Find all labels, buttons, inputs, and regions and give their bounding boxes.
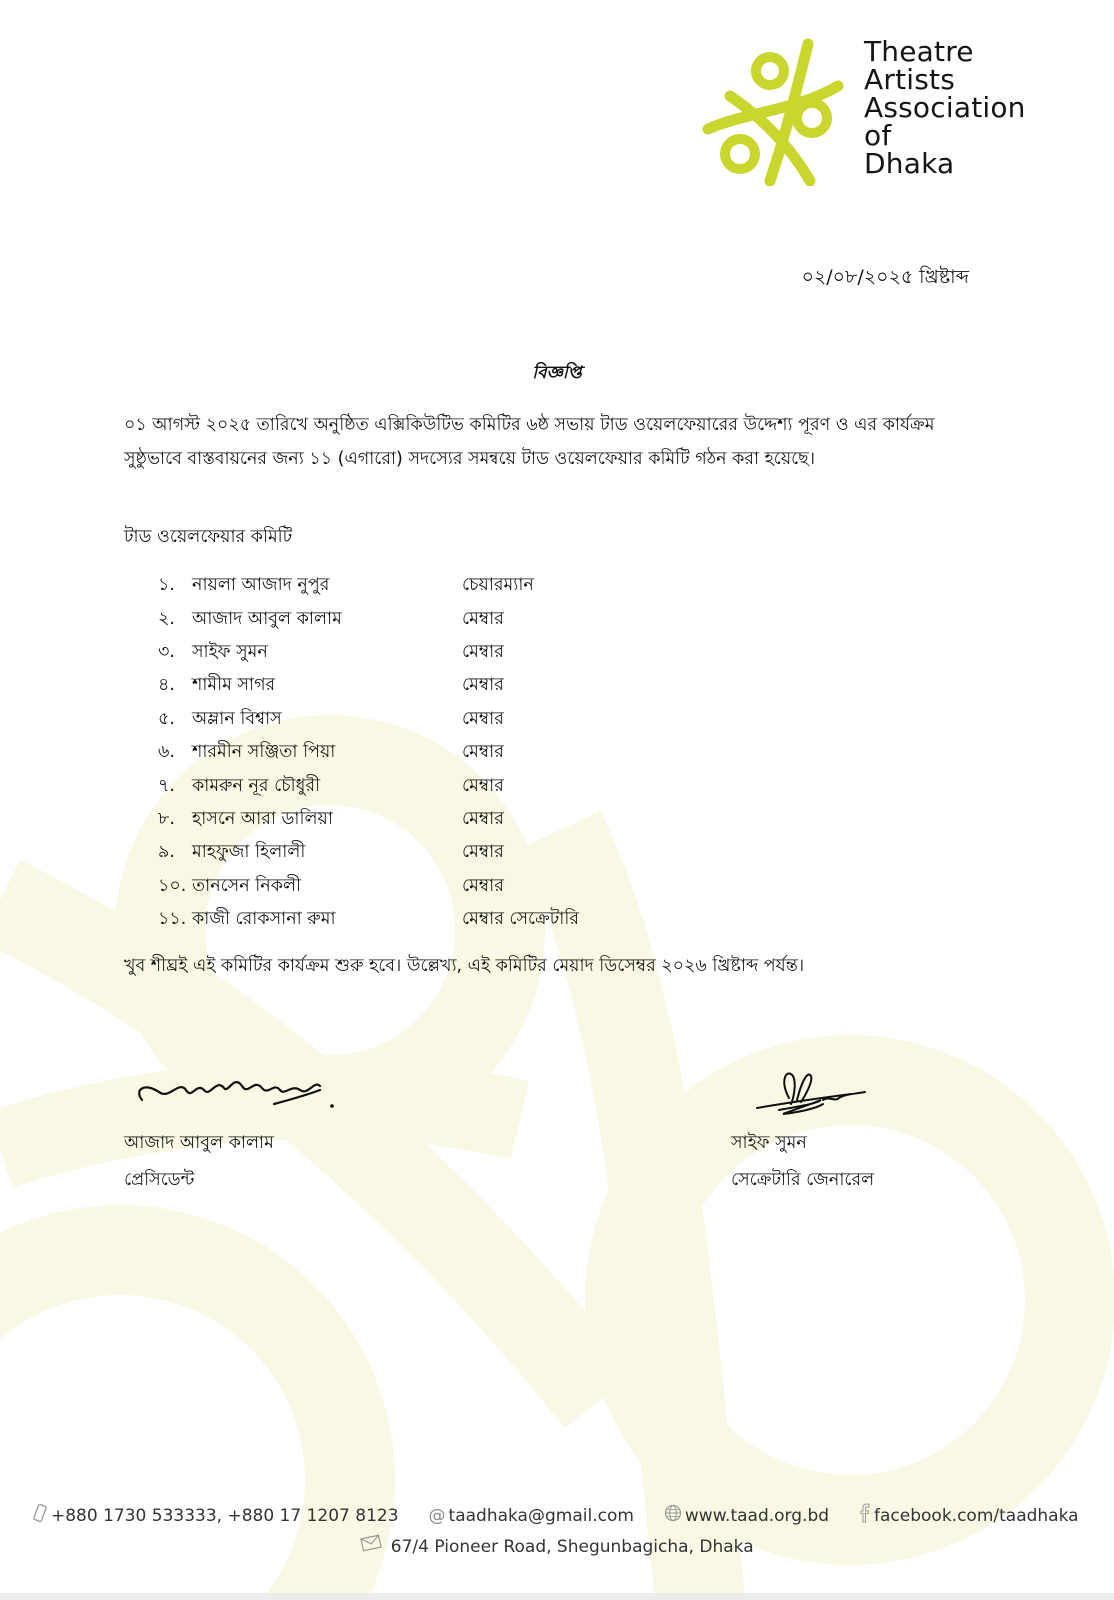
member-row <box>158 670 758 703</box>
member-name: শারমীন সঞ্জিতা পিয়া <box>192 742 336 763</box>
footer-email[interactable] <box>429 1503 634 1528</box>
member-role: মেম্বার সেক্রেটারি <box>462 909 579 930</box>
facebook-icon <box>859 1503 871 1528</box>
logo-line: Theatre <box>864 35 974 68</box>
footer-phone <box>32 1503 399 1528</box>
member-number: ৭. <box>158 775 175 796</box>
member-row <box>158 837 758 870</box>
website-link[interactable]: www.taad.org.bd <box>684 1505 830 1526</box>
member-name: মাহফুজা হিলালী <box>192 842 306 863</box>
member-role: মেম্বার <box>462 875 504 896</box>
member-role: মেম্বার <box>462 742 504 763</box>
member-role: মেম্বার <box>462 608 504 629</box>
notice-title: বিজ্ঞপ্তি <box>532 363 582 383</box>
facebook-link[interactable]: facebook.com/taadhaka <box>874 1505 1079 1526</box>
envelope-icon <box>360 1534 382 1557</box>
signatory-secretary-general <box>731 1060 881 1196</box>
member-role: চেয়ারম্যান <box>462 575 534 596</box>
member-row <box>158 871 758 904</box>
logo-line: of <box>864 119 892 152</box>
member-role: মেম্বার <box>462 675 504 696</box>
signature-image <box>124 1060 354 1124</box>
member-number: ১১. <box>158 909 187 930</box>
page-bottom-edge <box>0 1593 1114 1600</box>
member-number: ১০. <box>158 875 187 896</box>
logo-text <box>864 35 1026 180</box>
member-row <box>158 770 758 803</box>
notice-paragraph: ০১ আগস্ট ২০২৫ তারিখে অনুষ্ঠিত এক্সিকিউটিভ কমিটির ৬ষ্ঠ সভায় টাড ওয়েলফেয়ারের উদ্দেশ্য পূরণ ও এর কার্যক্রম সুষ্ঠুভাবে বাস্তবায়নের জন্য ১১ (এগারো) সদস্যের সমন্বয়ে টাড ওয়েলফেয়ার কমিটি গঠন করা হয়েছে। <box>124 415 935 469</box>
member-row <box>158 570 758 603</box>
member-name: নায়লা আজাদ নুপুর <box>192 575 330 596</box>
member-role: মেম্বার <box>462 641 504 662</box>
signatory-title: সেক্রেটারি জেনারেল <box>731 1170 875 1190</box>
phone-numbers: +880 1730 533333, +880 17 1207 8123 <box>51 1505 399 1526</box>
member-name: অম্লান বিশ্বাস <box>192 708 282 729</box>
logo-mark-icon <box>700 36 860 186</box>
globe-icon <box>664 1504 682 1527</box>
member-name: কামরুন নূর চৌধুরী <box>192 775 321 796</box>
signatory-president <box>124 1060 354 1196</box>
at-icon: @ <box>428 1505 446 1526</box>
logo-line: Association <box>864 91 1026 124</box>
phone-icon <box>32 1503 48 1528</box>
member-name: সাইফ সুমন <box>192 641 268 662</box>
member-number: ৯. <box>158 842 175 863</box>
member-role: মেম্বার <box>462 842 504 863</box>
signatory-name: আজাদ আবুল কালাম <box>124 1133 274 1153</box>
email-link[interactable]: taadhaka@gmail.com <box>448 1505 634 1526</box>
member-role: মেম্বার <box>462 775 504 796</box>
member-number: ৩. <box>158 641 175 662</box>
member-name: তানসেন নিকলী <box>192 875 301 896</box>
closing-statement: খুব শীঘ্রই এই কমিটির কার্যক্রম শুরু হবে। উল্লেখ্য, এই কমিটির মেয়াদ ডিসেম্বর ২০২৬ খ্রিষ্টাব্দ পর্যন্ত। <box>124 956 805 976</box>
member-number: ৬. <box>158 742 175 763</box>
member-row <box>158 704 758 737</box>
member-number: ৫. <box>158 708 175 729</box>
member-role: মেম্বার <box>462 708 504 729</box>
member-role: মেম্বার <box>462 808 504 829</box>
member-row <box>158 603 758 636</box>
member-row <box>158 904 758 937</box>
footer-address <box>0 1534 1114 1557</box>
committee-heading: টাড ওয়েলফেয়ার কমিটি <box>124 527 293 547</box>
member-number: ২. <box>158 608 175 629</box>
member-name: কাজী রোকসানা রুমা <box>192 909 336 930</box>
member-number: ১. <box>158 575 175 596</box>
document-date: ০২/০৮/২০২৫ খ্রিষ্টাব্দ <box>801 266 969 288</box>
organization-logo <box>700 36 1114 186</box>
footer-website[interactable] <box>664 1503 829 1528</box>
signature-image <box>731 1060 881 1124</box>
member-name: শামীম সাগর <box>192 675 276 696</box>
signatory-name: সাইফ সুমন <box>731 1133 807 1153</box>
member-row <box>158 804 758 837</box>
member-name: আজাদ আবুল কালাম <box>192 608 342 629</box>
address-text: 67/4 Pioneer Road, Shegunbagicha, Dhaka <box>390 1537 754 1557</box>
logo-line: Artists <box>864 63 955 96</box>
logo-line: Dhaka <box>864 147 955 180</box>
member-row <box>158 737 758 770</box>
member-row <box>158 637 758 670</box>
footer-facebook[interactable] <box>859 1503 1079 1528</box>
member-list <box>158 570 758 937</box>
member-number: ৮. <box>158 808 175 829</box>
footer-contact <box>0 1503 1114 1557</box>
member-name: হাসনে আরা ডালিয়া <box>192 808 333 829</box>
member-number: ৪. <box>158 675 175 696</box>
signatory-title: প্রেসিডেন্ট <box>124 1170 195 1190</box>
